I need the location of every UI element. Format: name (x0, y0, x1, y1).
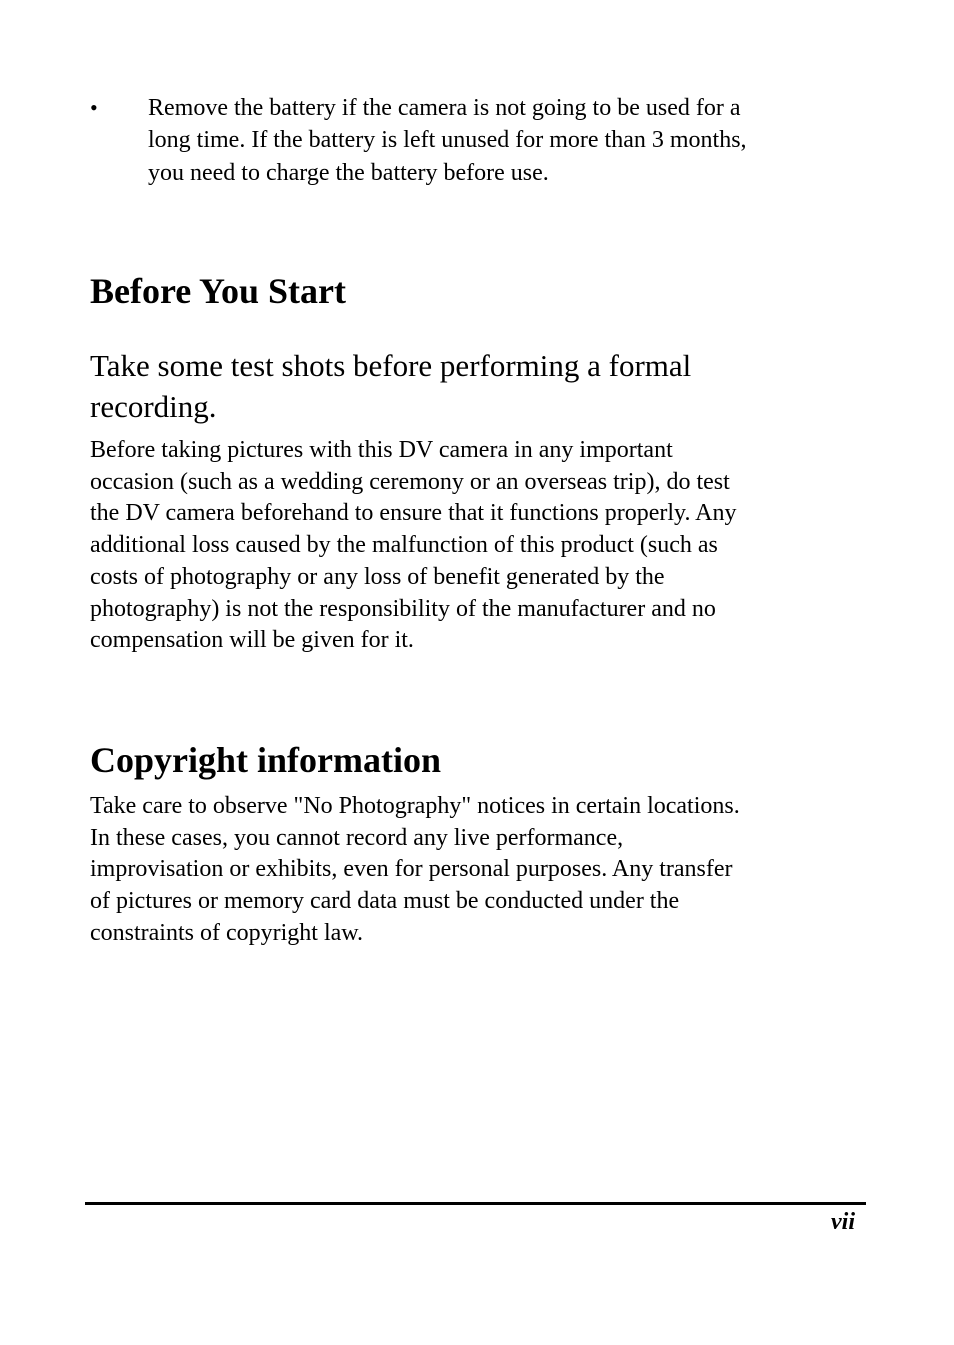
page-number: vii (831, 1209, 855, 1235)
bullet-text: Remove the battery if the camera is not going to be used for a long time. If the battery is left unused for more than 3 months, you need to charge the battery before use. (148, 95, 747, 186)
section-body-copyright: Take care to observe "No Photography" notices in certain locations. In these cases, you cannot record any live performance, improvisation or exhibits, even for personal purposes. Any transfer of pictures or memory card data must be conducted under the constraints of copyright law. (90, 793, 740, 946)
footer-divider (85, 1202, 866, 1205)
bullet-list-item (90, 92, 870, 189)
section-body-before-you-start: Before taking pictures with this DV camera in any important occasion (such as a wedding ceremony or an overseas trip), do test the DV camera beforehand to ensure that it functions properly. Any additional loss caused by the malfunction of this product (such as costs of photography or any loss of benefit generated by the photography) is not the responsibility of the manufacturer and no compensation will be given for it. (90, 437, 737, 654)
section-heading-copyright: Copyright information (90, 740, 441, 780)
bullet-icon: • (90, 95, 98, 120)
section-heading-before-you-start: Before You Start (90, 271, 346, 311)
section-subheading-test-shots: Take some test shots before performing a formal recording. (90, 348, 692, 424)
